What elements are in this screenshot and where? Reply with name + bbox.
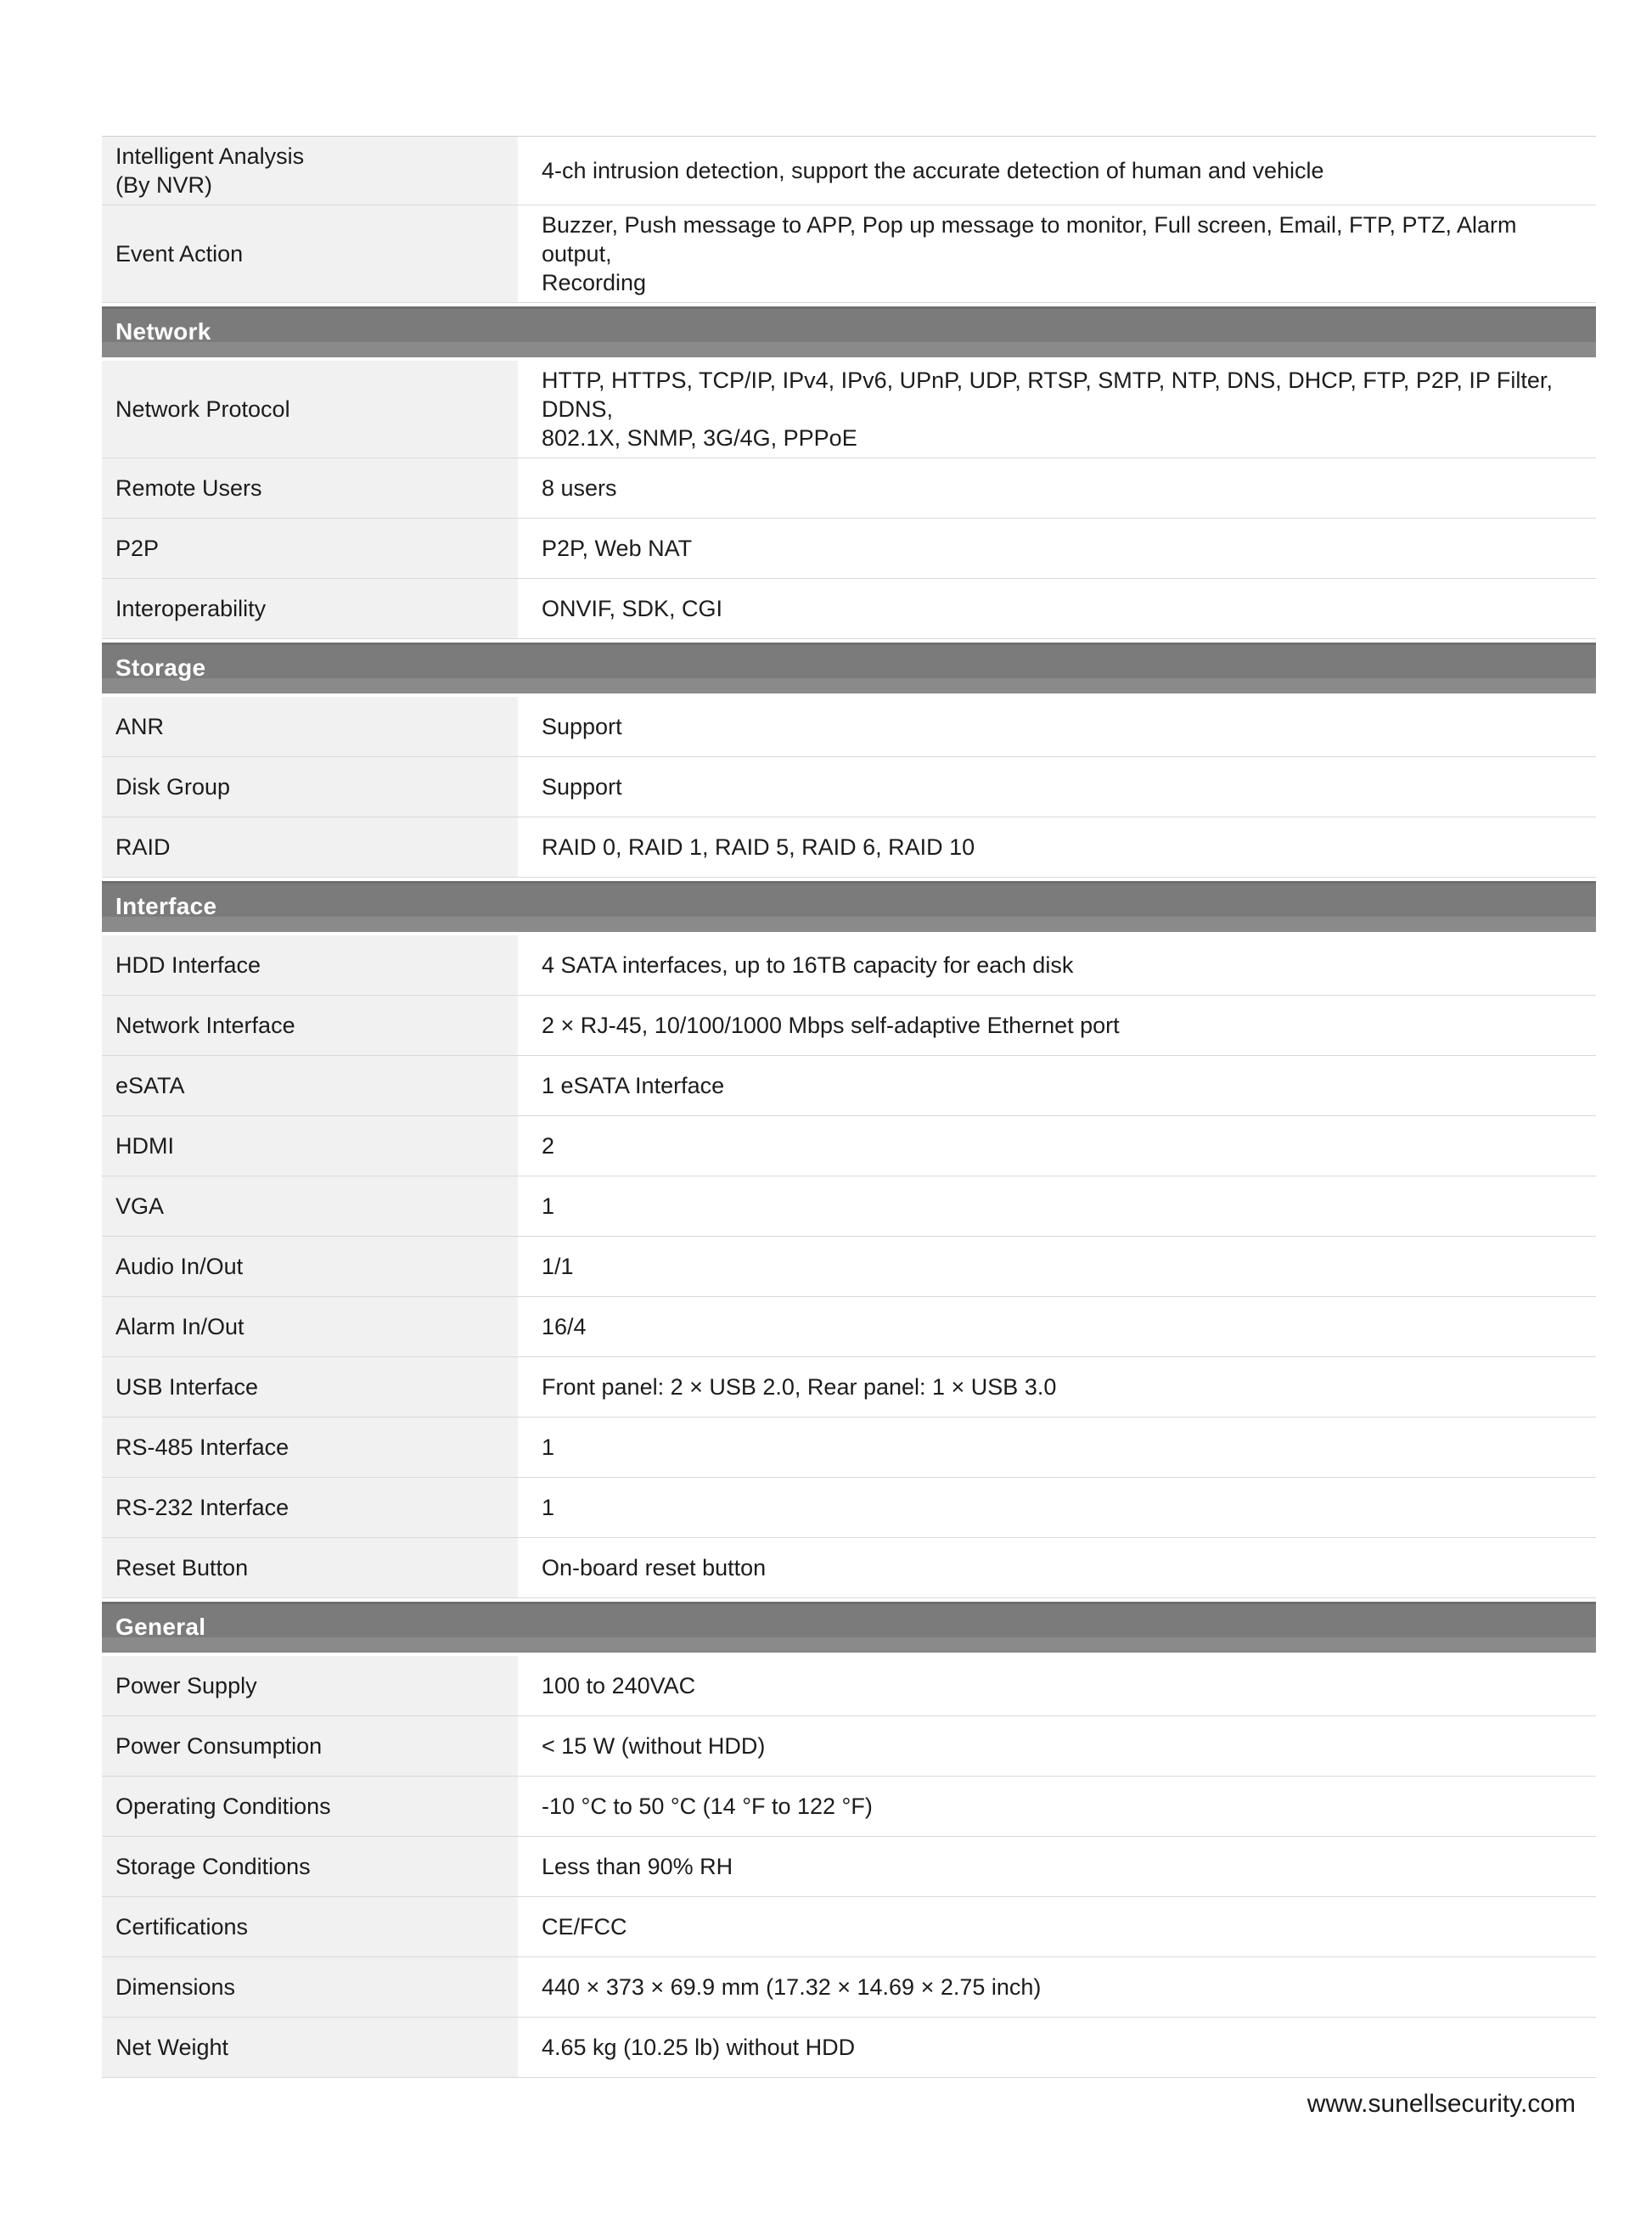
- spec-value: On-board reset button: [542, 1555, 767, 1580]
- section-title: General: [115, 1614, 206, 1640]
- spec-value: 8 users: [542, 475, 617, 501]
- section-title: Storage: [115, 654, 206, 681]
- table-row: [102, 361, 1596, 458]
- spec-value: 2: [542, 1133, 555, 1159]
- spec-label: ANR: [102, 697, 518, 756]
- spec-value: 1: [542, 1495, 555, 1520]
- table-row: [102, 1538, 1596, 1598]
- spec-value: RAID 0, RAID 1, RAID 5, RAID 6, RAID 10: [542, 834, 975, 860]
- spec-label: RS-485 Interface: [102, 1418, 518, 1477]
- spec-value: Less than 90% RH: [542, 1854, 733, 1879]
- spec-value: 4.65 kg (10.25 lb) without HDD: [542, 2035, 856, 2060]
- spec-label: Network Interface: [102, 996, 518, 1055]
- spec-value: Support: [542, 774, 622, 800]
- table-row: [102, 458, 1596, 519]
- table-row: [102, 1897, 1596, 1957]
- spec-value: 100 to 240VAC: [542, 1673, 696, 1698]
- table-row: [102, 1418, 1596, 1478]
- spec-value: HTTP, HTTPS, TCP/IP, IPv4, IPv6, UPnP, UDP, RTSP, SMTP, NTP, DNS, DHCP, FTP, P2P, IP Filter, DDNS, 802.1X, SNMP, 3G/4G, PPPoE: [542, 368, 1553, 451]
- table-row: [102, 2018, 1596, 2078]
- table-row: [102, 1957, 1596, 2018]
- table-row: [102, 1357, 1596, 1418]
- table-row: [102, 1237, 1596, 1297]
- spec-label: Alarm In/Out: [102, 1297, 518, 1356]
- footer-url: www.sunellsecurity.com: [1306, 2090, 1576, 2118]
- spec-value: P2P, Web NAT: [542, 536, 693, 561]
- table-row: [102, 1297, 1596, 1357]
- spec-label: Network Protocol: [102, 361, 518, 458]
- spec-label: Power Consumption: [102, 1716, 518, 1776]
- table-row: [102, 1656, 1596, 1716]
- spec-label: Storage Conditions: [102, 1837, 518, 1896]
- table-row: [102, 996, 1596, 1056]
- table-row: [102, 519, 1596, 579]
- section-header-row: [102, 1598, 1596, 1656]
- table-row: [102, 579, 1596, 639]
- spec-value: 16/4: [542, 1314, 587, 1339]
- table-row: [102, 1056, 1596, 1116]
- spec-value: ONVIF, SDK, CGI: [542, 596, 723, 621]
- table-row: [102, 757, 1596, 817]
- spec-label: Certifications: [102, 1897, 518, 1956]
- spec-label: Operating Conditions: [102, 1777, 518, 1836]
- table-row: [102, 205, 1596, 303]
- table-row: [102, 697, 1596, 757]
- spec-label: P2P: [102, 519, 518, 578]
- spec-label: VGA: [102, 1176, 518, 1236]
- spec-value: 2 × RJ-45, 10/100/1000 Mbps self-adaptive Ethernet port: [542, 1013, 1120, 1038]
- table-row: [102, 1478, 1596, 1538]
- spec-label: Intelligent Analysis (By NVR): [102, 137, 518, 205]
- spec-label: Power Supply: [102, 1656, 518, 1715]
- spec-value: Front panel: 2 × USB 2.0, Rear panel: 1 × USB 3.0: [542, 1374, 1057, 1400]
- spec-label: Disk Group: [102, 757, 518, 817]
- spec-value: 1/1: [542, 1254, 574, 1279]
- spec-label: Dimensions: [102, 1957, 518, 2017]
- spec-value: 4-ch intrusion detection, support the accurate detection of human and vehicle: [542, 158, 1324, 183]
- table-row: [102, 1777, 1596, 1837]
- spec-value: 440 × 373 × 69.9 mm (17.32 × 14.69 × 2.75 inch): [542, 1974, 1042, 2000]
- spec-label: Interoperability: [102, 579, 518, 638]
- section-header-row: [102, 303, 1596, 361]
- table-row: [102, 137, 1596, 205]
- table-row: [102, 1837, 1596, 1897]
- spec-value: 1: [542, 1193, 555, 1219]
- spec-label: RAID: [102, 817, 518, 877]
- spec-label: Reset Button: [102, 1538, 518, 1597]
- table-row: [102, 1716, 1596, 1777]
- spec-label: Audio In/Out: [102, 1237, 518, 1296]
- spec-label: Remote Users: [102, 458, 518, 518]
- section-title: Interface: [115, 893, 217, 919]
- spec-value: 1 eSATA Interface: [542, 1073, 725, 1098]
- spec-label: eSATA: [102, 1056, 518, 1115]
- spec-label: USB Interface: [102, 1357, 518, 1417]
- spec-label: RS-232 Interface: [102, 1478, 518, 1537]
- spec-value: Buzzer, Push message to APP, Pop up message to monitor, Full screen, Email, FTP, PTZ, Alarm output, Recording: [542, 212, 1517, 295]
- spec-value: -10 °C to 50 °C (14 °F to 122 °F): [542, 1794, 873, 1819]
- spec-label: HDMI: [102, 1116, 518, 1176]
- spec-label: Event Action: [102, 205, 518, 302]
- table-row: [102, 817, 1596, 878]
- spec-value: 4 SATA interfaces, up to 16TB capacity for each disk: [542, 952, 1074, 978]
- section-title: Network: [115, 318, 211, 345]
- section-header-row: [102, 639, 1596, 697]
- spec-label: Net Weight: [102, 2018, 518, 2077]
- spec-value: 1: [542, 1434, 555, 1460]
- section-header-row: [102, 878, 1596, 935]
- table-row: [102, 1116, 1596, 1176]
- table-row: [102, 1176, 1596, 1237]
- spec-label: HDD Interface: [102, 935, 518, 995]
- spec-value: Support: [542, 714, 622, 739]
- spec-value: < 15 W (without HDD): [542, 1733, 766, 1759]
- table-row: [102, 935, 1596, 996]
- spec-table: [102, 136, 1596, 2078]
- spec-value: CE/FCC: [542, 1914, 627, 1940]
